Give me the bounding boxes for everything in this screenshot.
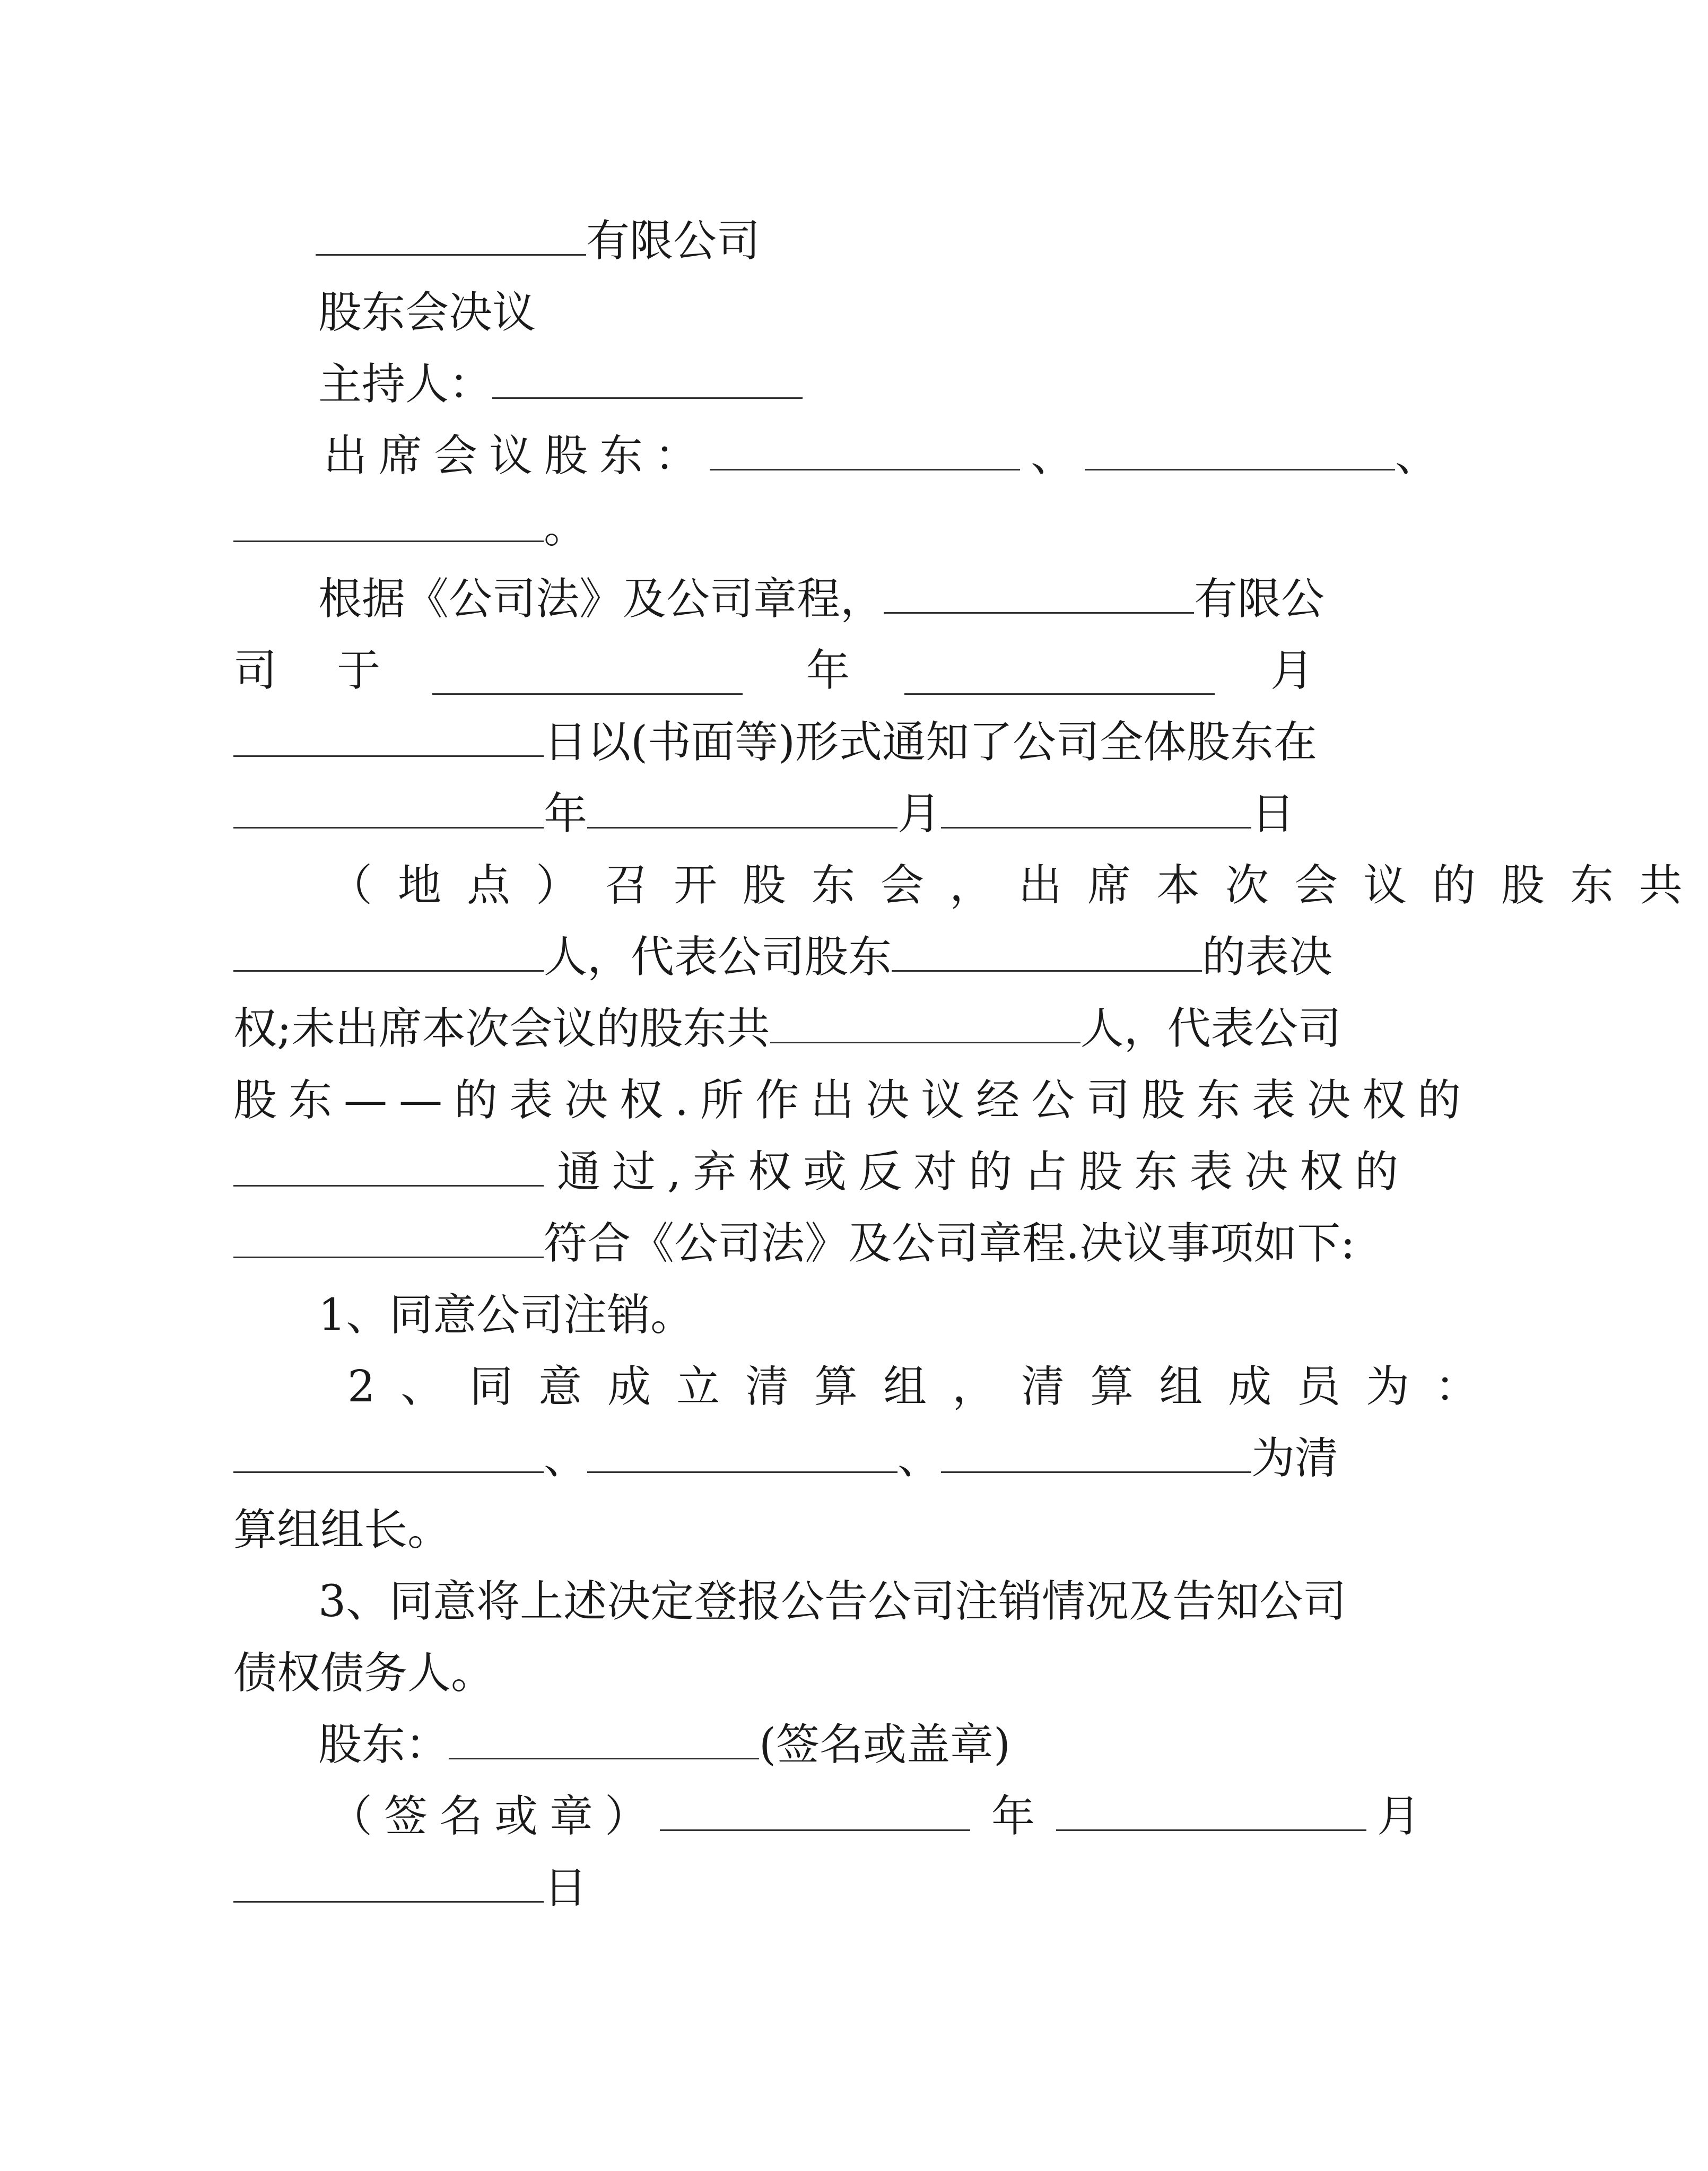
period: 。	[544, 502, 588, 553]
paragraph1-line10	[233, 1217, 1355, 1270]
member-blank-1[interactable]	[233, 1433, 544, 1473]
p1-yu: 于	[337, 646, 381, 696]
host-blank[interactable]	[492, 359, 803, 399]
notice-year-blank[interactable]	[432, 655, 743, 695]
p1-rep3: 股东——的表决权.所作出决议经公司股东表决权的	[233, 1075, 1473, 1126]
sign-year-blank[interactable]	[660, 1791, 970, 1831]
item-3	[318, 1575, 1346, 1628]
item3-text-a: 3、同意将上述决定登报公告公司注销情况及告知公司	[318, 1576, 1347, 1627]
sign-month-blank[interactable]	[1056, 1791, 1366, 1831]
company-name-line	[316, 215, 760, 268]
notice-day-blank[interactable]	[233, 717, 544, 757]
document-title	[318, 286, 536, 339]
attend-line	[324, 430, 1439, 483]
paragraph1-line6	[233, 931, 1332, 984]
paragraph1-line9	[233, 1146, 1410, 1199]
item-3-cont	[233, 1647, 494, 1700]
company-suffix: 有限公司	[586, 216, 761, 266]
item2-leader-b: 算组组长。	[233, 1505, 451, 1555]
p1-persons-rep: 人，代表公司股东	[544, 932, 892, 982]
day-label: 日	[1251, 789, 1295, 839]
item-1	[318, 1289, 694, 1342]
sign-or-stamp: （签名或章）	[329, 1791, 660, 1842]
attend-vote-blank[interactable]	[892, 932, 1202, 972]
separator: 、	[897, 1433, 942, 1484]
company-blank-2[interactable]	[884, 574, 1194, 614]
absent-count-blank[interactable]	[770, 1004, 1080, 1043]
year-label: 年	[991, 1791, 1035, 1842]
attend-blank-1[interactable]	[710, 431, 1020, 470]
p1-vote: 的表决	[1202, 932, 1333, 982]
meeting-year-blank[interactable]	[233, 789, 544, 829]
item2-text: 2、同意成立清算组，清算组成员为：	[347, 1362, 1504, 1412]
item-2-leader	[233, 1504, 451, 1557]
paragraph1-line1	[318, 573, 1324, 626]
item-2-members	[233, 1432, 1338, 1485]
attend-label: 出席会议股东：	[324, 431, 710, 481]
month-label: 月	[1377, 1791, 1421, 1842]
meeting-day-blank[interactable]	[941, 789, 1251, 829]
paragraph1-line4	[233, 788, 1295, 841]
attend-count-blank[interactable]	[233, 932, 544, 972]
p1-si: 司	[233, 646, 277, 696]
host-line	[318, 358, 803, 411]
paragraph1-line2	[233, 644, 1315, 697]
month-label: 月	[1270, 646, 1314, 696]
item-2	[347, 1361, 1504, 1414]
shareholder-label: 股东：	[318, 1720, 449, 1770]
p1-start: 根据《公司法》及公司章程，	[318, 574, 884, 624]
member-blank-2[interactable]	[587, 1433, 897, 1473]
sign-or-seal: (签名或盖章)	[759, 1720, 1010, 1770]
attend-line-cont	[233, 501, 587, 554]
year-label: 年	[806, 646, 850, 696]
sign-day-line	[233, 1862, 587, 1915]
notice-month-blank[interactable]	[904, 655, 1215, 695]
paragraph1-line3	[233, 716, 1317, 769]
member-blank-3[interactable]	[941, 1433, 1251, 1473]
meeting-month-blank[interactable]	[587, 789, 897, 829]
company-name-blank[interactable]	[316, 216, 586, 256]
title-text: 股东会决议	[318, 287, 536, 338]
shareholder-sign-line	[318, 1719, 1010, 1772]
p1-company: 有限公	[1194, 574, 1325, 624]
p1-rep2: 人，代表公司	[1080, 1004, 1341, 1054]
p1-notice: 日以(书面等)形式通知了公司全体股东在	[544, 717, 1317, 768]
day-label: 日	[544, 1863, 588, 1913]
oppose-ratio-blank[interactable]	[233, 1218, 544, 1258]
separator: 、	[1031, 431, 1075, 481]
p1-comply: 符合《公司法》及公司章程.决议事项如下:	[544, 1218, 1355, 1269]
p1-absent: 权;未出席本次会议的股东共	[233, 1004, 770, 1054]
attend-blank-2[interactable]	[1085, 431, 1395, 470]
sign-day-blank[interactable]	[233, 1863, 544, 1903]
item3-text-b: 债权债务人。	[233, 1648, 495, 1698]
p1-place: （地点）召开股东会，出席本次会议的股东共	[329, 860, 1708, 911]
pass-ratio-blank[interactable]	[233, 1147, 544, 1187]
paragraph1-line8	[233, 1074, 1472, 1127]
item2-leader-a: 为清	[1251, 1433, 1339, 1484]
shareholder-blank[interactable]	[449, 1720, 759, 1759]
paragraph1-line7	[233, 1002, 1341, 1056]
attend-blank-3[interactable]	[233, 502, 544, 542]
month-label: 月	[897, 789, 942, 839]
sign-date-line	[329, 1790, 1421, 1843]
year-label: 年	[544, 789, 588, 839]
item1-text: 1、同意公司注销。	[318, 1290, 694, 1340]
host-label: 主持人：	[318, 359, 493, 409]
separator: 、	[544, 1433, 588, 1484]
paragraph1-line5	[329, 859, 1708, 912]
p1-pass: 通过,弃权或反对的占股东表决权的	[557, 1147, 1410, 1197]
separator: 、	[1395, 431, 1439, 481]
